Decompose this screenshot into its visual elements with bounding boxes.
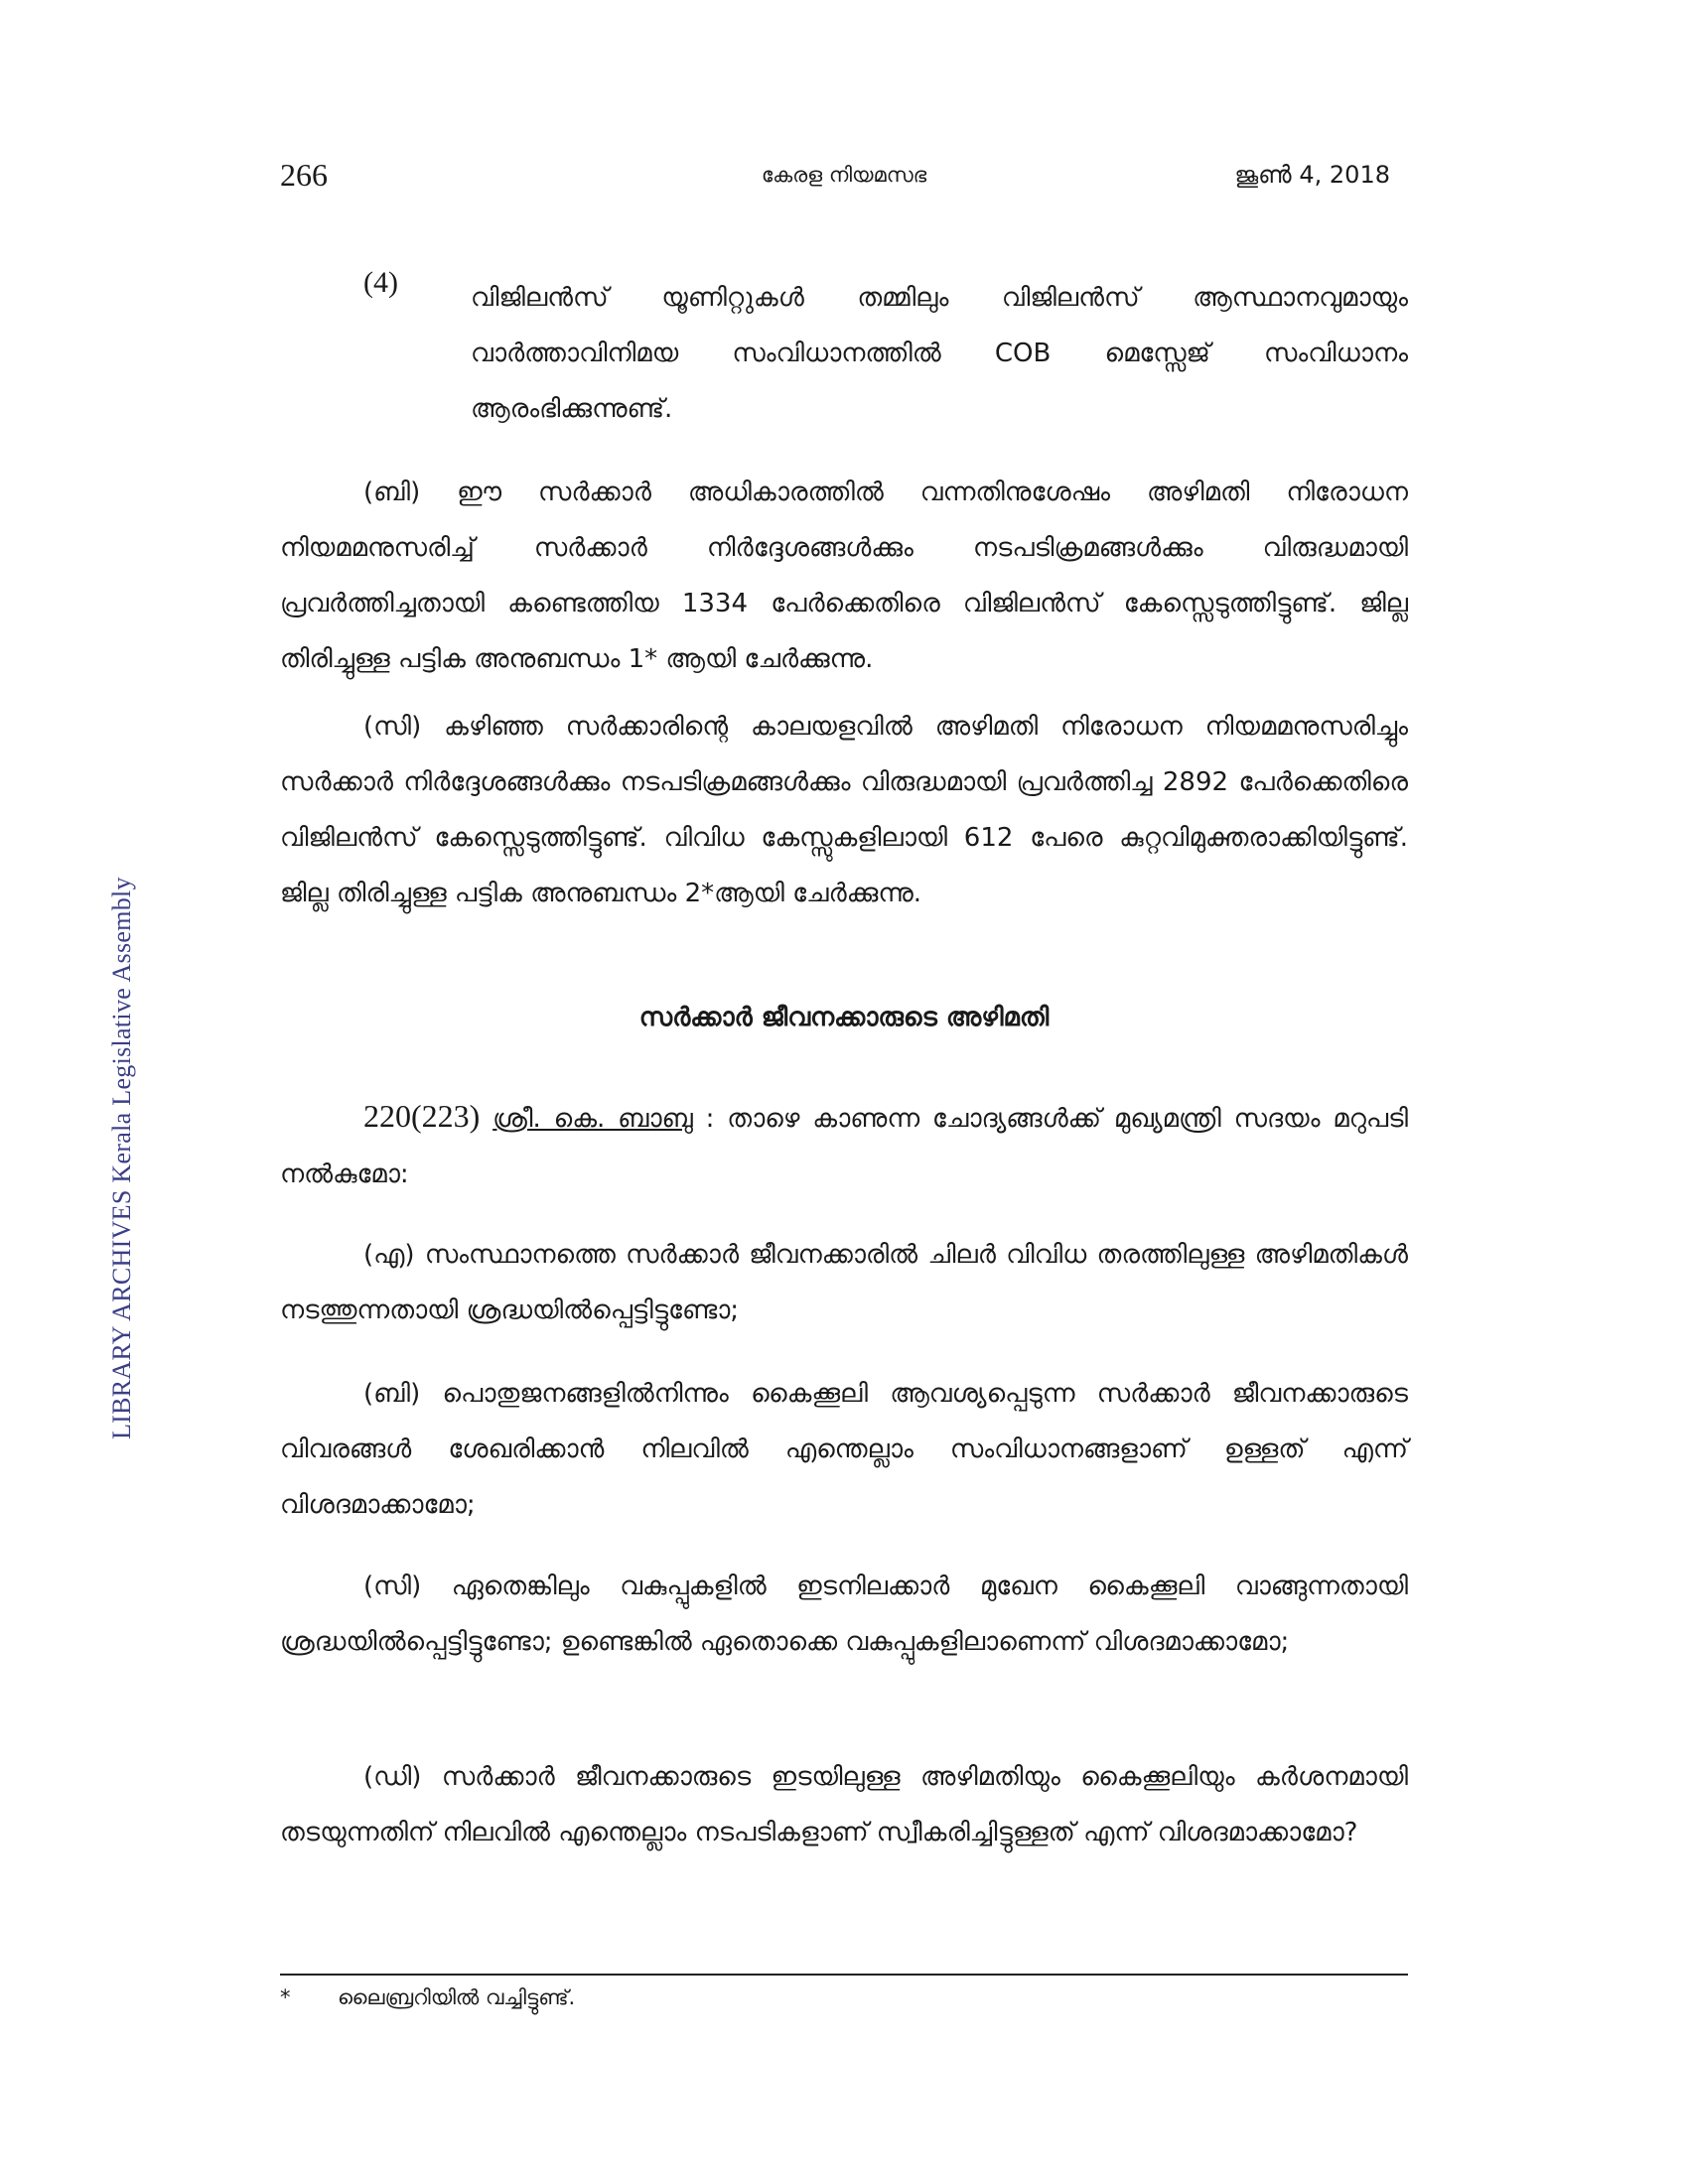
question-a-text: (എ) സംസ്ഥാനത്തെ സർക്കാർ ജീവനക്കാരിൽ ചിലർ വിവിധ തരത്തിലുള്ള അഴിമതികൾ നടത്തുന്നതായി ശ്രദ്ധയിൽപ്പെട്ടിട്ടുണ്ടോ; — [280, 1240, 1408, 1325]
library-archives-watermark: LIBRARY ARCHIVES Kerala Legislative Assembly — [107, 877, 136, 1439]
question-separator: : — [692, 1104, 728, 1134]
question-intro-text — [280, 1088, 1408, 1202]
footnote — [280, 1985, 575, 2010]
answer-para-b-text: (ബി) ഈ സർക്കാർ അധികാരത്തിൽ വന്നതിനുശേഷം അഴിമതി നിരോധന നിയമമനുസരിച്ച് സർക്കാർ നിർദ്ദേശങ്ങൾക്കും നടപടിക്രമങ്ങൾക്കും വിരുദ്ധമായി പ്രവർത്തിച്ചതായി കണ്ടെത്തിയ 1334 പേർക്കെതിരെ വിജിലൻസ് കേസ്സെടുത്തിട്ടുണ്ട്. ജില്ല തിരിച്ചുള്ള പട്ടിക അനുബന്ധം 1* ആയി ചേർക്കുന്നു. — [280, 478, 1408, 674]
question-intro — [280, 1088, 1408, 1202]
question-d-text: (ഡി) സർക്കാർ ജീവനക്കാരുടെ ഇടയിലുള്ള അഴിമതിയും കൈക്കൂലിയും കർശനമായി തടയുന്നതിന് നിലവിൽ എന്തെല്ലാം നടപടികളാണ് സ്വീകരിച്ചിട്ടുള്ളത് എന്ന് വിശദമാക്കാമോ? — [280, 1762, 1408, 1847]
question-b — [280, 1366, 1408, 1533]
footnote-divider — [280, 1974, 1408, 1976]
question-a — [280, 1227, 1408, 1338]
question-d — [280, 1749, 1408, 1860]
item-4-text: വിജിലൻസ് യൂണിറ്റുകൾ തമ്മിലും വിജിലൻസ് ആസ്ഥാനവുമായും വാർത്താവിനിമയ സംവിധാനത്തിൽ COB മെസ്സേജ് സംവിധാനം ആരംഭിക്കുന്നുണ്ട്. — [471, 283, 1408, 424]
page-number: 266 — [280, 157, 328, 193]
footnote-marker: * — [280, 1985, 291, 2009]
page-header-title: കേരള നിയമസഭ — [761, 163, 927, 187]
answer-para-c — [280, 699, 1408, 921]
question-c — [280, 1559, 1408, 1670]
item-4-label: (4) — [363, 266, 398, 299]
answer-para-c-text: (സി) കഴിഞ്ഞ സർക്കാരിന്റെ കാലയളവിൽ അഴിമതി നിരോധന നിയമമനുസരിച്ചും സർക്കാർ നിർദ്ദേശങ്ങൾക്കും നടപടിക്രമങ്ങൾക്കും വിരുദ്ധമായി പ്രവർത്തിച്ച 2892 പേർക്കെതിരെ വിജിലൻസ് കേസ്സെടുത്തിട്ടുണ്ട്. വിവിധ കേസ്സുകളിലായി 612 പേരെ കുറ്റവിമുക്തരാക്കിയിട്ടുണ്ട്. ജില്ല തിരിച്ചുള്ള പട്ടിക അനുബന്ധം 2*ആയി ചേർക്കുന്നു. — [280, 712, 1408, 908]
section-heading: സർക്കാർ ജീവനക്കാരുടെ അഴിമതി — [638, 1003, 1050, 1032]
question-number: 220(223) — [363, 1098, 481, 1134]
question-member: ശ്രീ. കെ. ബാബു — [492, 1104, 693, 1134]
page-header-date: ജൂൺ 4, 2018 — [1234, 161, 1390, 189]
question-c-text: (സി) ഏതെങ്കിലും വകുപ്പുകളിൽ ഇടനിലക്കാർ മുഖേന കൈക്കൂലി വാങ്ങുന്നതായി ശ്രദ്ധയിൽപ്പെട്ടിട്ടുണ്ടോ; ഉണ്ടെങ്കിൽ ഏതൊക്കെ വകുപ്പുകളിലാണെന്ന് വിശദമാക്കാമോ; — [280, 1571, 1408, 1657]
answer-para-b — [280, 465, 1408, 687]
question-b-text: (ബി) പൊതുജനങ്ങളിൽനിന്നും കൈക്കൂലി ആവശ്യപ്പെടുന്ന സർക്കാർ ജീവനക്കാരുടെ വിവരങ്ങൾ ശേഖരിക്കാൻ നിലവിൽ എന്തെല്ലാം സംവിധാനങ്ങളാണ് ഉള്ളത് എന്ന് വിശദമാക്കാമോ; — [280, 1379, 1408, 1520]
footnote-text: ലൈബ്രറിയിൽ വച്ചിട്ടുണ്ട്. — [338, 1985, 576, 2009]
question-text: താഴെ കാണുന്ന ചോദ്യങ്ങൾക്ക് മുഖ്യമന്ത്രി സദയം മറുപടി നൽകുമോ: — [280, 1104, 1409, 1189]
